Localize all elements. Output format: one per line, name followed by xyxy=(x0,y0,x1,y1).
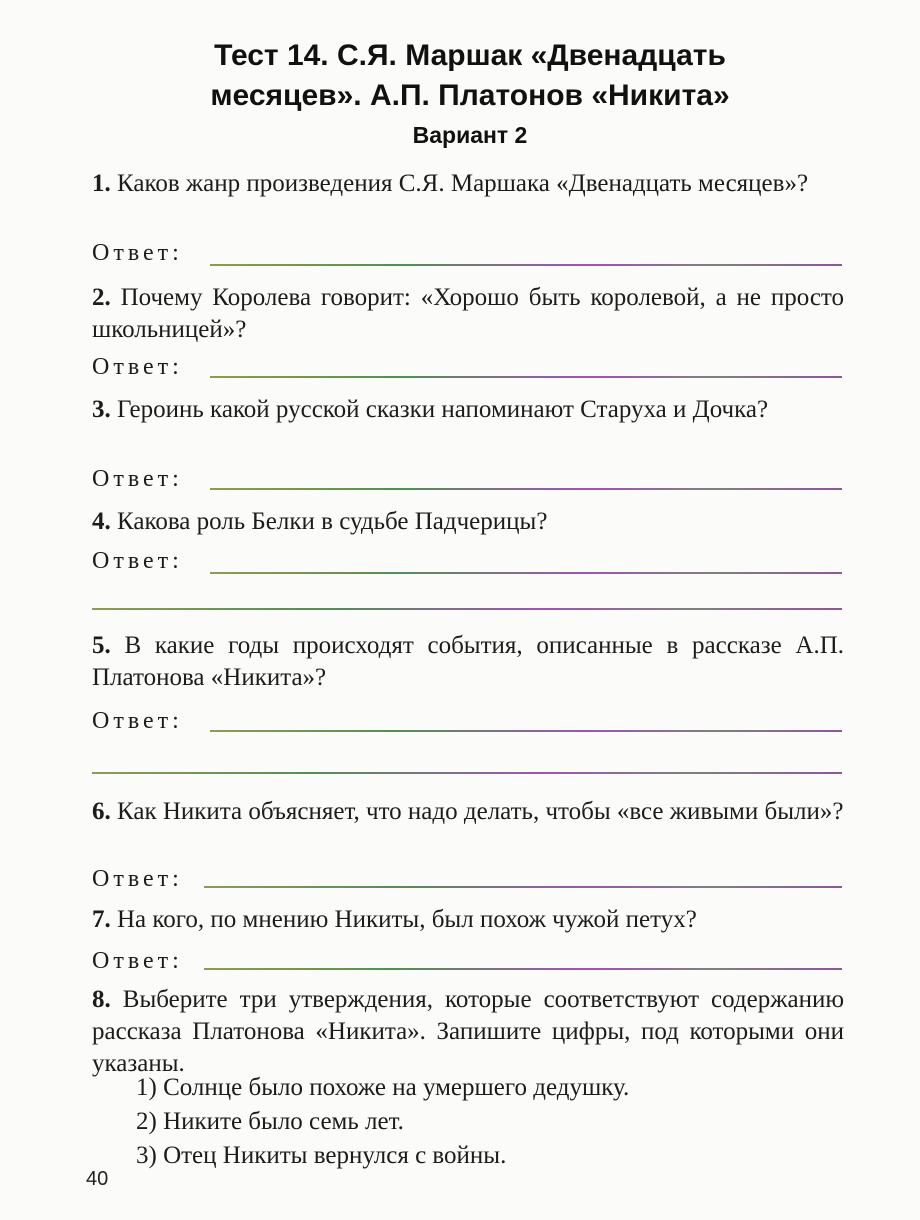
question-number: 8. xyxy=(92,986,111,1013)
question-7 xyxy=(92,904,844,936)
answer-line-4[interactable] xyxy=(92,546,842,576)
question-2 xyxy=(92,282,844,346)
answer-line-7[interactable] xyxy=(92,946,842,976)
question-number: 6. xyxy=(92,798,111,825)
answer-extra-rule[interactable] xyxy=(92,772,842,774)
answer-label: Ответ: xyxy=(92,354,183,380)
question-text: Героинь какой русской сказки напоминают Старуха и Дочка? xyxy=(117,396,769,423)
answer-line-1[interactable] xyxy=(92,238,842,268)
question-number: 1. xyxy=(92,170,111,197)
question-8 xyxy=(92,984,844,1080)
answer-label: Ответ: xyxy=(92,948,183,974)
answer-line-3[interactable] xyxy=(92,464,842,494)
question-text: Выберите три утверждения, которые соответствуют содержанию рассказа Платонова «Никита». Запишите цифры, под которыми они указаны. xyxy=(92,986,844,1077)
answer-line-6[interactable] xyxy=(92,864,842,894)
answer-label: Ответ: xyxy=(92,240,183,266)
answer-rule xyxy=(210,488,842,490)
question-4 xyxy=(92,506,844,538)
question-text: Почему Королева говорит: «Хорошо быть королевой, а не просто школьницей»? xyxy=(92,284,845,343)
option-1: 1) Солнце было похоже на умершего дедушку. xyxy=(136,1074,630,1101)
answer-rule xyxy=(210,376,842,378)
answer-rule xyxy=(210,730,842,732)
answer-label: Ответ: xyxy=(92,866,183,892)
question-number: 2. xyxy=(92,284,111,311)
question-5 xyxy=(92,630,844,694)
answer-rule xyxy=(210,264,842,266)
question-text: В какие годы происходят события, описанные в рассказе А.П. Платонова «Никита»? xyxy=(92,632,844,691)
question-3 xyxy=(92,394,844,426)
answer-rule xyxy=(204,968,842,970)
test-title-line-1: Тест 14. С.Я. Маршак «Двенадцать xyxy=(214,39,726,72)
question-text: Как Никита объясняет, что надо делать, чтобы «все живыми были»? xyxy=(117,798,844,825)
answer-label: Ответ: xyxy=(92,708,183,734)
question-text: На кого, по мнению Никиты, был похож чужой петух? xyxy=(117,906,697,933)
variant-label: Вариант 2 xyxy=(412,122,528,148)
option-2: 2) Никите было семь лет. xyxy=(136,1108,404,1135)
test-title-line-2: месяцев». А.П. Платонов «Никита» xyxy=(210,79,730,112)
question-1 xyxy=(92,168,844,200)
option-3: 3) Отец Никиты вернулся с войны. xyxy=(136,1142,507,1169)
question-text: Каков жанр произведения С.Я. Маршака «Двенадцать месяцев»? xyxy=(117,170,809,197)
answer-label: Ответ: xyxy=(92,548,183,574)
answer-rule xyxy=(204,886,842,888)
answer-label: Ответ: xyxy=(92,466,183,492)
page-number: 40 xyxy=(86,1168,109,1190)
answer-extra-rule[interactable] xyxy=(92,608,842,610)
answer-line-5[interactable] xyxy=(92,706,842,736)
question-number: 5. xyxy=(92,632,111,659)
question-number: 3. xyxy=(92,396,111,423)
answer-rule xyxy=(210,572,842,574)
question-6 xyxy=(92,796,844,828)
question-number: 4. xyxy=(92,508,111,535)
answer-line-2[interactable] xyxy=(92,352,842,382)
question-text: Какова роль Белки в судьбе Падчерицы? xyxy=(117,508,548,535)
question-number: 7. xyxy=(92,906,111,933)
